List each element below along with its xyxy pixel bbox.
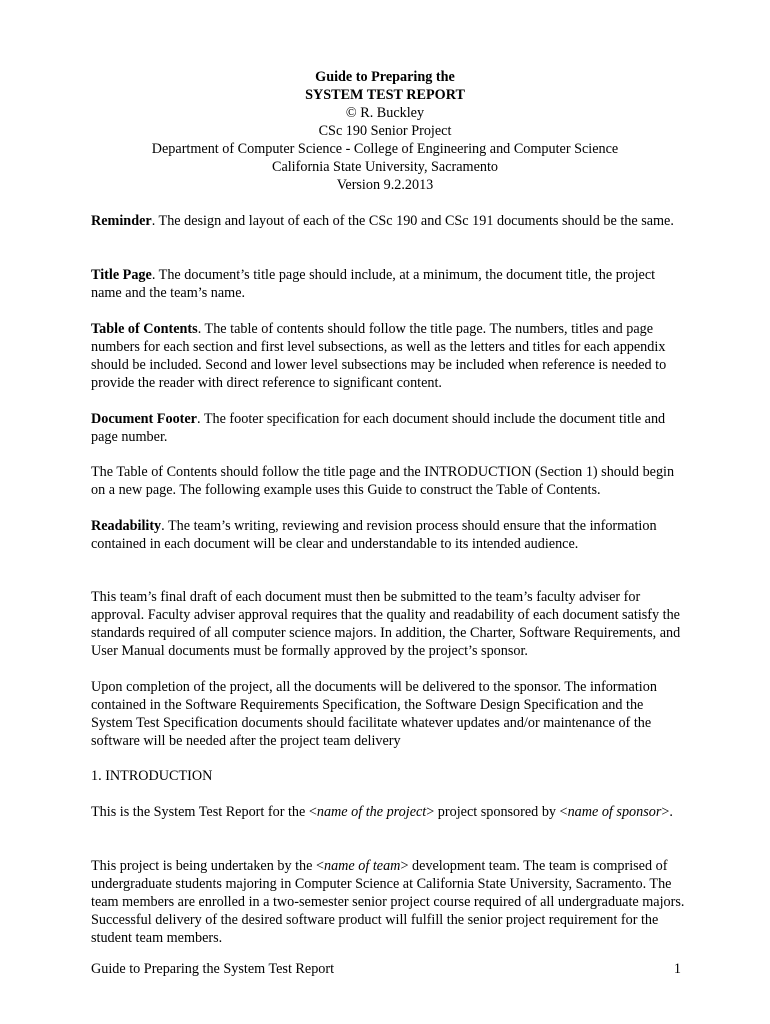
toc-text: . The table of contents should follow the title page. The numbers, titles and page numbers for each section and first level subsections, as well as the letters and titles for each appendix should be included. Second and lower level subsections may be included when reference is needed to provide the reader with direct reference to significant content. bbox=[91, 321, 667, 391]
completion-paragraph: Upon completion of the project, all the documents will be delivered to the sponsor. The information contained in the Software Requirements Specification, the Software Design Specification and the System Test Specification documents should facilitate whatever updates and/or maintenance of the software will be needed after the project team delivery bbox=[91, 679, 657, 749]
title-page-heading: Title Page bbox=[91, 267, 152, 283]
footer-doc-title: Guide to Preparing the System Test Report bbox=[91, 961, 335, 977]
department-line: Department of Computer Science - College of Engineering and Computer Science bbox=[151, 141, 619, 157]
sponsor-name-placeholder: name of sponsor bbox=[567, 804, 662, 820]
intro-paragraph-2 bbox=[91, 857, 687, 947]
readability-heading: Readability bbox=[91, 518, 162, 534]
document-footer bbox=[91, 960, 681, 978]
intro-p1-e: >. bbox=[661, 804, 673, 820]
toc-heading: Table of Contents bbox=[91, 321, 198, 337]
approval-paragraph: This team’s final draft of each document must then be submitted to the team’s faculty adviser for approval. Faculty adviser approval requires that the quality and readability of each document satisfy the standards required of all computer science majors. In addition, the Charter, Software Requirements, and User Manual documents must be formally approved by the project’s sponsor. bbox=[91, 589, 681, 659]
introduction-heading: 1. INTRODUCTION bbox=[91, 768, 213, 784]
intro-p1-a: This is the System Test Report for the < bbox=[91, 804, 317, 820]
footer-spec-heading: Document Footer bbox=[91, 411, 197, 427]
footer-spec-text: . The footer specification for each document should include the document title and page number. bbox=[91, 411, 666, 445]
title-line-2: SYSTEM TEST REPORT bbox=[305, 87, 465, 103]
project-name-placeholder: name of the project bbox=[316, 804, 427, 820]
title-line-1: Guide to Preparing the bbox=[315, 69, 455, 85]
intro-p2-a: This project is being undertaken by the < bbox=[91, 858, 324, 874]
page-number: 1 bbox=[673, 961, 681, 977]
footer-spec-paragraph bbox=[91, 410, 687, 446]
title-page-paragraph bbox=[91, 266, 687, 302]
intro-p1-c: > project sponsored by < bbox=[426, 804, 568, 820]
reminder-heading: Reminder bbox=[91, 213, 152, 229]
toc-note-paragraph: The Table of Contents should follow the title page and the INTRODUCTION (Section 1) should begin on a new page. The following example uses this Guide to construct the Table of Contents. bbox=[91, 464, 675, 498]
intro-paragraph-1 bbox=[91, 803, 687, 821]
reminder-text: . The design and layout of each of the CSc 190 and CSc 191 documents should be the same. bbox=[151, 213, 674, 229]
readability-paragraph bbox=[91, 517, 687, 553]
readability-text: . The team’s writing, reviewing and revision process should ensure that the information contained in each document will be clear and understandable to its intended audience. bbox=[91, 518, 657, 552]
team-name-placeholder: name of team bbox=[323, 858, 401, 874]
title-page-text: . The document’s title page should include, at a minimum, the document title, the project name and the team’s name. bbox=[91, 267, 656, 301]
university-line: California State University, Sacramento bbox=[271, 159, 498, 175]
document-header bbox=[0, 68, 770, 194]
reminder-paragraph bbox=[91, 212, 687, 230]
toc-paragraph bbox=[91, 320, 687, 392]
version-line: Version 9.2.2013 bbox=[336, 177, 434, 193]
author-line: © R. Buckley bbox=[345, 105, 425, 121]
intro-p2-c: > development team. The team is comprised of undergraduate students majoring in Computer Science at California State University, Sacramento. The team members are enrolled in a two-semester senior project course required of all undergraduate majors. Successful delivery of the desired software product will fulfill the senior project requirement for the student team members. bbox=[91, 858, 685, 946]
course-line: CSc 190 Senior Project bbox=[318, 123, 452, 139]
